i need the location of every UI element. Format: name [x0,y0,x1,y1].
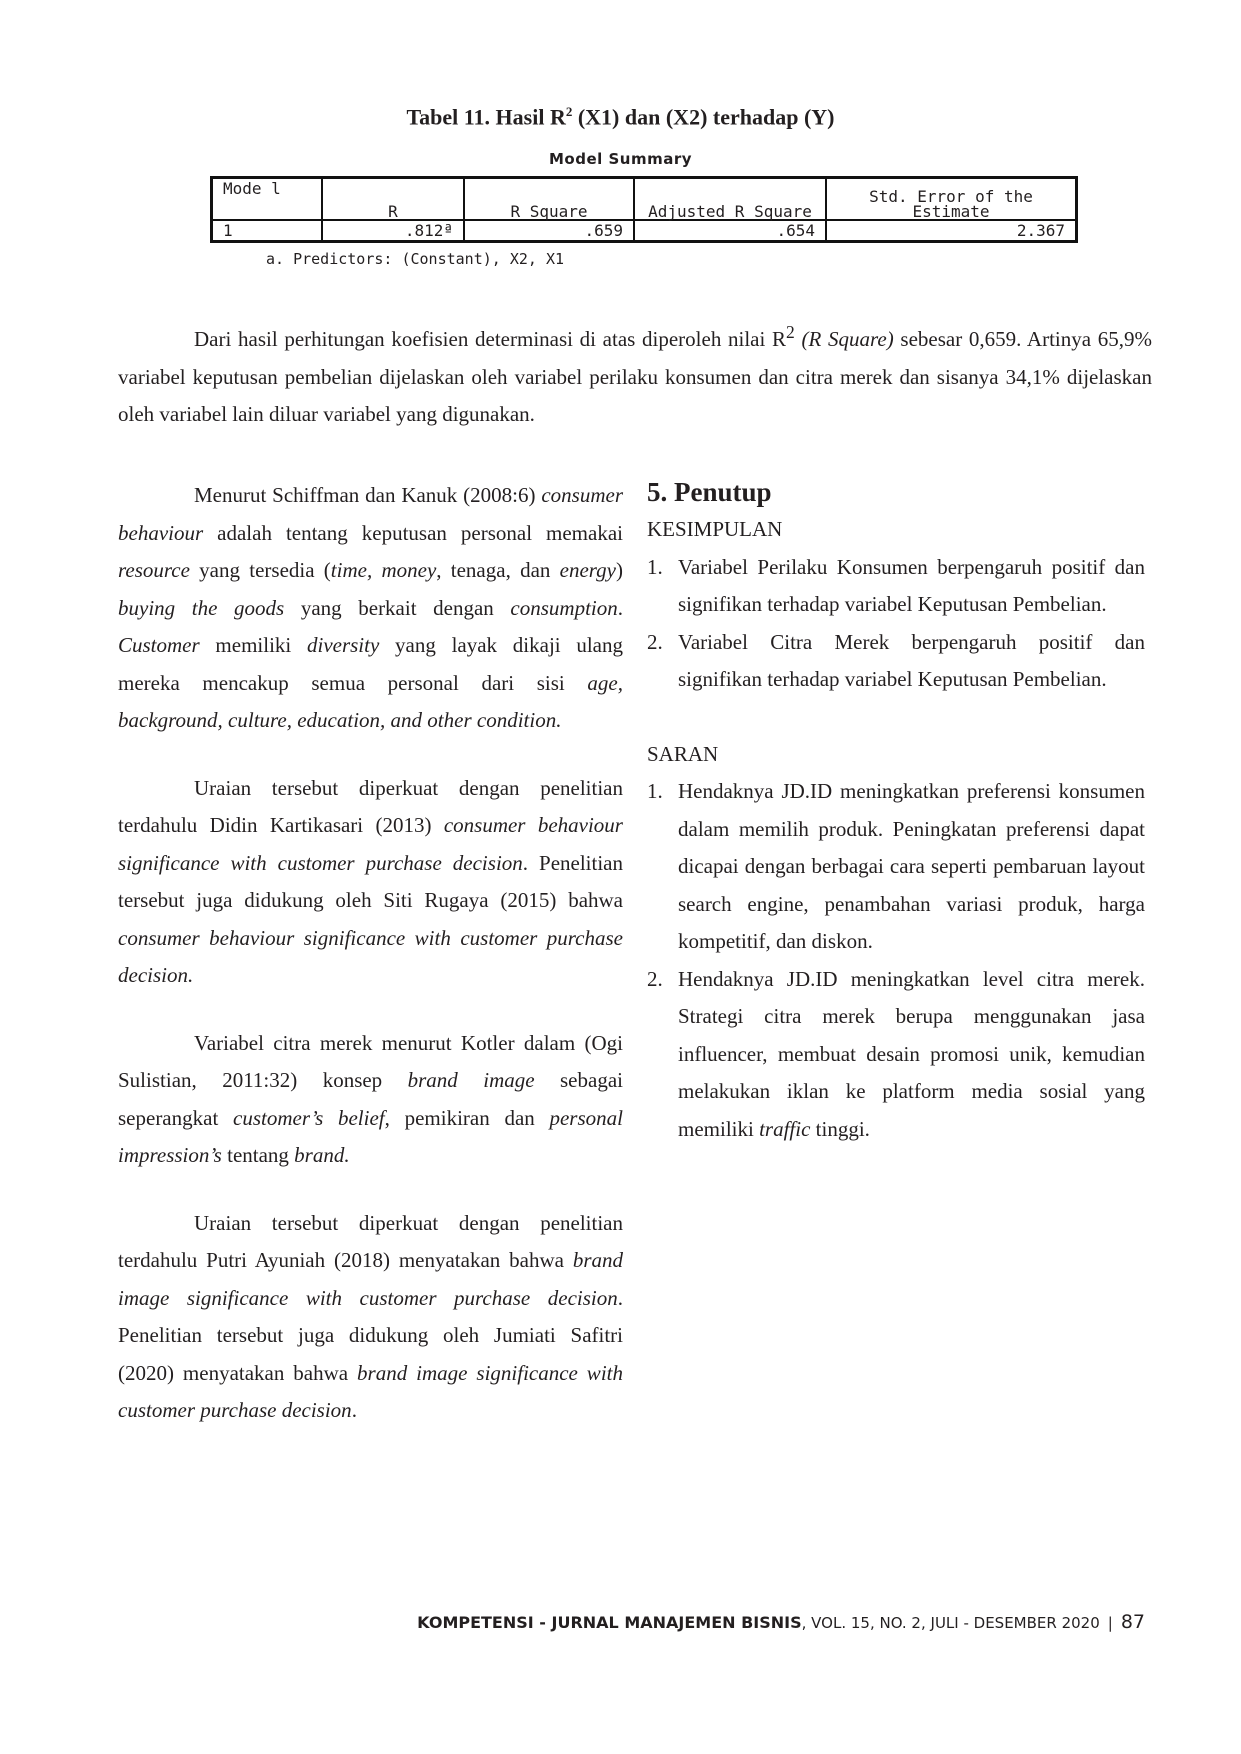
text-span: , pemikiran dan [384,1105,550,1130]
text-span: yang tersedia ( [189,558,331,582]
italic-span: diversity [306,633,380,657]
list-number: 1. [647,554,663,579]
italic-span: brand. [294,1143,350,1167]
intro-superscript: 2 [786,322,795,342]
cell-model: 1 [212,220,323,242]
italic-span: consumption [510,595,618,620]
table-row [212,220,1077,242]
model-summary-title: Model Summary [548,150,693,168]
list-item [647,961,1145,1149]
list-number: 2. [647,966,663,991]
italic-span: time, money [330,558,437,582]
footer-separator: | [1107,1614,1113,1632]
list-text: Variabel Perilaku Konsumen berpengaruh positif dan signifikan terhadap variabel Keputusan Pembelian. [678,554,1145,616]
italic-span: consumer behaviour significance with customer purchase decision. [118,925,623,987]
italic-span: consumer behaviour [118,483,623,545]
text-span: Uraian tersebut diperkuat dengan penelitian terdahulu Putri Ayuniah (2018) menyatakan bahwa [118,1210,623,1272]
paragraph-kotler [118,1025,623,1175]
journal-name: KOMPETENSI - JURNAL MANAJEMEN BISNIS [417,1613,802,1632]
page-footer [417,1611,1145,1633]
text-span: adalah tentang keputusan personal memakai [203,520,623,545]
left-column [118,477,623,1460]
text-span: Variabel citra merek menurut Kotler dalam (Ogi Sulistian, 2011:32) konsep [118,1030,623,1092]
text-span: yang berkait dengan [284,595,511,620]
italic-span: personal impression’s [118,1105,623,1167]
italic-span: brand image significance with customer purchase decision [118,1360,623,1422]
italic-span: resource [118,558,190,582]
table-note: a. Predictors: (Constant), X2, X1 [266,250,565,268]
header-std-error: Std. Error of the Estimate [826,178,1077,221]
cell-r: .812ª [322,220,464,242]
intro-text: Dari hasil perhitungan koefisien determinasi di atas diperoleh nilai R [194,327,787,351]
text-span: ) [616,558,623,582]
caption-superscript: 2 [565,104,573,119]
italic-span: energy [559,558,616,582]
list-italic: traffic [759,1116,811,1141]
italic-span: brand image [407,1068,535,1092]
saran-list [647,773,1145,1148]
list-text: Hendaknya JD.ID meningkatkan level citra merek. Strategi citra merek berupa menggunakan jasa influencer, membuat desain promosi unik, kemudian melakukan iklan ke platform media sosial yang memiliki [678,966,1145,1141]
intro-italic: (R Square) [794,327,894,351]
italic-span: customer’s belief [233,1105,385,1130]
cell-adjusted-r-square: .654 [634,220,826,242]
table-caption [0,104,1241,130]
italic-span: age, background, culture, education, and other condition. [118,670,623,732]
right-column [647,477,1145,1148]
italic-span: consumer behaviour significance with customer purchase decision [118,813,623,875]
saran-heading: SARAN [647,741,719,766]
caption-rest: (X1) dan (X2) terhadap (Y) [572,104,835,130]
page-number: 87 [1120,1611,1145,1633]
list-item [647,549,1145,624]
list-item [647,773,1145,961]
paragraph-ayuniah [118,1205,623,1430]
intro-text-after: sebesar 0,659. Artinya 65,9% variabel keputusan pembelian dijelaskan oleh variabel perilaku konsumen dan citra merek dan sisanya 34,1% dijelaskan oleh variabel lain diluar variabel yang digunakan. [118,327,1152,426]
header-r: R [322,178,464,221]
italic-span: buying the goods [118,595,285,620]
header-model: Mode l [212,178,323,221]
text-span: . Penelitian tersebut juga didukung oleh Siti Rugaya (2015) bahwa [118,850,623,912]
header-adjusted-r-square: Adjusted R Square [634,178,826,221]
text-span: Uraian tersebut diperkuat dengan penelitian terdahulu Didin Kartikasari (2013) [118,775,623,837]
section-title: 5. Penutup [647,477,772,507]
text-span: sebagai seperangkat [118,1068,623,1130]
intro-paragraph [118,314,1152,434]
list-text: Hendaknya JD.ID meningkatkan preferensi konsumen dalam memilih produk. Peningkatan preferensi dapat dicapai dengan berbagai cara seperti pembaruan layout search engine, penambahan variasi produk, harga kompetitif, dan diskon. [678,779,1145,953]
list-text: Variabel Citra Merek berpengaruh positif dan signifikan terhadap variabel Keputusan Pembelian. [678,629,1145,691]
model-summary-table [210,176,1078,243]
journal-issue: , VOL. 15, NO. 2, JULI - DESEMBER 2020 [801,1614,1100,1632]
text-span: . [617,595,623,620]
text-span: yang layak dikaji ulang mereka mencakup semua personal dari sisi [118,633,624,695]
italic-span: Customer [118,633,200,657]
text-span: tentang [221,1143,295,1167]
list-text-after: tinggi. [810,1116,870,1141]
list-item [647,624,1145,699]
text-span: , tenaga, dan [436,558,560,582]
kesimpulan-heading: KESIMPULAN [647,517,783,541]
text-span: . Penelitian tersebut juga didukung oleh Jumiati Safitri (2020) menyatakan bahwa [118,1285,623,1385]
text-span: memiliki [199,633,307,657]
cell-std-error: 2.367 [826,220,1077,242]
list-number: 1. [647,779,663,803]
caption-text: Tabel 11. Hasil R [406,104,566,130]
text-span: Menurut Schiffman dan Kanuk (2008:6) [194,483,542,507]
kesimpulan-list [647,549,1145,699]
header-r-square: R Square [464,178,634,221]
text-span: . [351,1398,357,1422]
italic-span: brand image significance with customer purchase decision [118,1248,623,1310]
paragraph-kartikasari [118,770,623,995]
table-header-row [212,178,1077,221]
list-number: 2. [647,629,663,654]
paragraph-schiffman [118,477,623,740]
cell-r-square: .659 [464,220,634,242]
